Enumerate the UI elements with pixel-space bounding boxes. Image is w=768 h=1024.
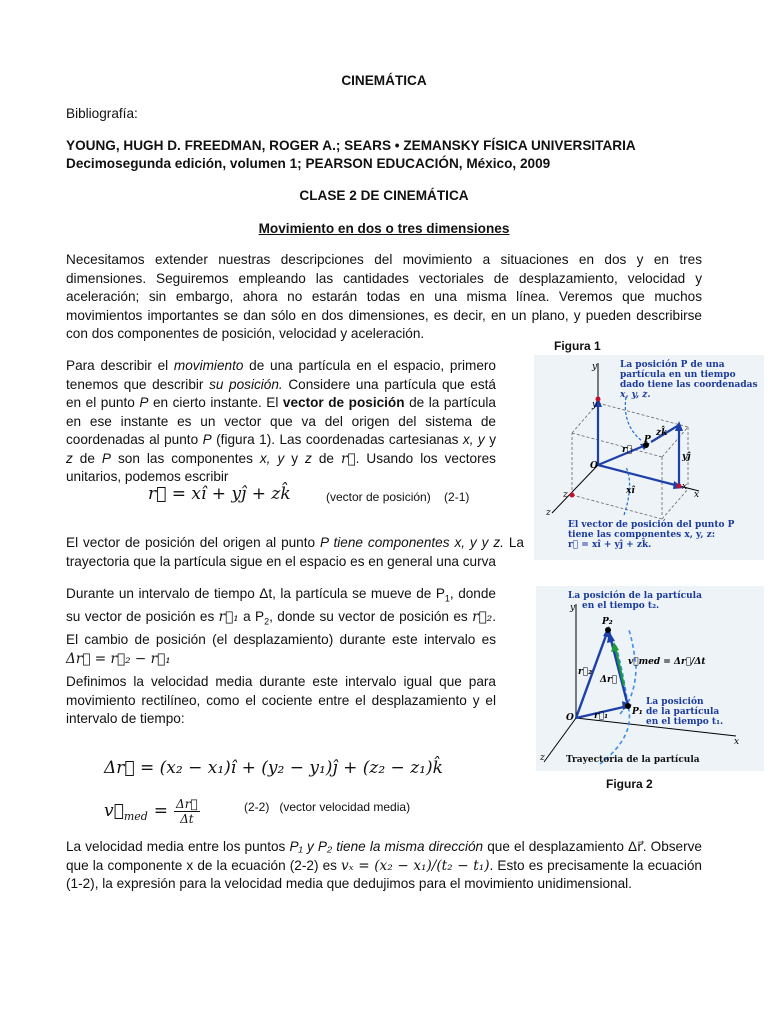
figure1-axis-z-mark: z <box>563 490 568 500</box>
components-paragraph: El vector de posición del origen al punto P tiene componentes x, y y z. La trayectoria que la partícula sigue en el espacio es en general una curva <box>66 535 524 569</box>
figure2-vmed: v⃗med = Δr⃗/Δt <box>628 657 706 667</box>
figure2-p2: P₂ <box>602 617 613 627</box>
figure1-label-zk: zk̂ <box>656 428 668 438</box>
position-paragraph: Para describir el movimiento de una partícula en el espacio, primero tenemos que describir su posición. Considere una partícula que está en el punto P en cierto instante. El vector de posición de la partícula en ese instante es un vector que va del origen del sistema de coordenadas al punto P (figura 1). Las coordenadas cartesianas x, y y z de P son las componentes x, y y z de r⃗. Usando los vectores unitarios, podemos escribir <box>66 358 496 484</box>
figure2-background <box>536 586 764 771</box>
figure1-axis-y-mark: y <box>592 400 598 410</box>
figure1-bottom-note-1: El vector de posición del punto P <box>568 520 735 530</box>
final-paragraph: La velocidad media entre los puntos P₁ y P₂ tiene la misma dirección que el desplazamiento Δr⃗. Observe que la componente x de la ecuación (2-2) es vₓ = (x₂ − x₁)/(t₂ − t₁). Esto es precisamente la ecuación (1-2), la expresión para la velocidad media que dedujimos para el movimiento unidimensional. <box>66 839 702 891</box>
figure1-top-note-1: La posición P de una <box>620 360 725 370</box>
figure2-right-note-3: en el tiempo t₁. <box>646 717 724 727</box>
figure1-label-r: r⃗ <box>622 445 633 455</box>
page-title: CINEMÁTICA <box>341 73 427 88</box>
figure2-r2: r⃗₂ <box>578 667 593 677</box>
reference-line-1: YOUNG, HUGH D. FREEDMAN, ROGER A.; SEARS • ZEMANSKY FÍSICA UNIVERSITARIA <box>66 138 636 153</box>
reference-line-2: Decimosegunda edición, volumen 1; PEARSON EDUCACIÓN, México, 2009 <box>66 156 551 171</box>
figure1-top-note-4: x, y, z. <box>620 390 651 400</box>
figure1-caption: Figura 1 <box>554 339 601 353</box>
figure1-axis-y: y <box>592 362 598 372</box>
figure2-axis-x: x <box>734 737 740 747</box>
figure2-right-note-2: de la partícula <box>646 707 720 717</box>
figure1-axis-x-mark: x <box>682 482 688 492</box>
figure1-bottom-note-3: r⃗ = xî + yĵ + zk̂. <box>568 540 652 550</box>
figure2-bottom-note: Trayectoria de la partícula <box>566 755 700 765</box>
figure1-bottom-note-2: tiene las componentes x, y, z: <box>568 530 716 540</box>
figure2-r1: r⃗₁ <box>594 711 609 721</box>
figure2-axis-z: z <box>540 753 545 763</box>
class-title: CLASE 2 DE CINEMÁTICA <box>299 188 469 203</box>
figure1-point-p: P <box>644 435 651 445</box>
figure1-label-xi: xî <box>626 486 635 496</box>
interval-paragraph: Durante un intervalo de tiempo Δt, la partícula se mueve de $P_1$, donde su vector de posición es r⃗₁ a $P_2$, donde su vector de posición es r⃗₂. El cambio de posición (el desplazamiento) durante este intervalo es Δr⃗ = r⃗₂ − r⃗₁ <box>66 586 496 667</box>
figure1-origin: O <box>590 461 598 471</box>
intro-paragraph: Necesitamos extender nuestras descripciones del movimiento a situaciones en dos y en tres dimensiones. Seguiremos empleando las cantidades vectoriales de desplazamiento, velocidad y aceleración; sin embargo, ahora no estarán todas en una misma línea. Veremos que muchos movimientos importantes se dan sólo en dos dimensiones, es decir, en un plano, y pueden describirse con dos componentes de posición, velocidad y aceleración. <box>66 252 702 341</box>
equation-average-velocity: v⃗ $_{med}$ = $\frac{\Delta r⃗}{\Delta t}$ <box>104 796 198 826</box>
figure1-diagram <box>534 355 764 560</box>
figure2-origin: O <box>566 713 574 723</box>
figure2-caption: Figura 2 <box>606 777 653 791</box>
figure2-top-note-1: La posición de la partícula <box>568 591 702 601</box>
figure1-axis-x: x <box>694 490 700 500</box>
equation-position: r⃗ = xî + yĵ + zk̂ <box>148 484 291 504</box>
figure2-diagram <box>536 586 764 771</box>
figure2-axis-y: y <box>570 603 576 613</box>
average-paragraph: Definimos la velocidad media durante este intervalo igual que para movimiento rectilíneo, como el cociente entre el desplazamiento y el intervalo de tiempo: <box>66 674 496 726</box>
figure1-top-note-3: dado tiene las coordenadas <box>620 380 758 390</box>
figure1-axis-z: z <box>546 508 551 518</box>
figure1-top-note-2: partícula en un tiempo <box>620 370 736 380</box>
figure2-p1: P₁ <box>632 707 643 717</box>
figure2-right-note-1: La posición <box>646 697 704 707</box>
equation-displacement: Δr⃗ = (x₂ − x₁)î + (y₂ − y₁)ĵ + (z₂ − z₁)k̂ <box>104 758 443 778</box>
figure2-dr: Δr⃗ <box>600 675 618 685</box>
figure2-top-note-2: en el tiempo t₂. <box>582 601 660 611</box>
figure1-label-yj: yĵ <box>682 452 691 462</box>
section-title: Movimiento en dos o tres dimensiones <box>258 221 510 236</box>
bibliography-label: Bibliografía: <box>66 106 138 121</box>
equation-average-velocity-label: (2-2) (vector velocidad media) <box>244 800 411 814</box>
equation-position-label: (vector de posición) (2-1) <box>326 490 470 504</box>
